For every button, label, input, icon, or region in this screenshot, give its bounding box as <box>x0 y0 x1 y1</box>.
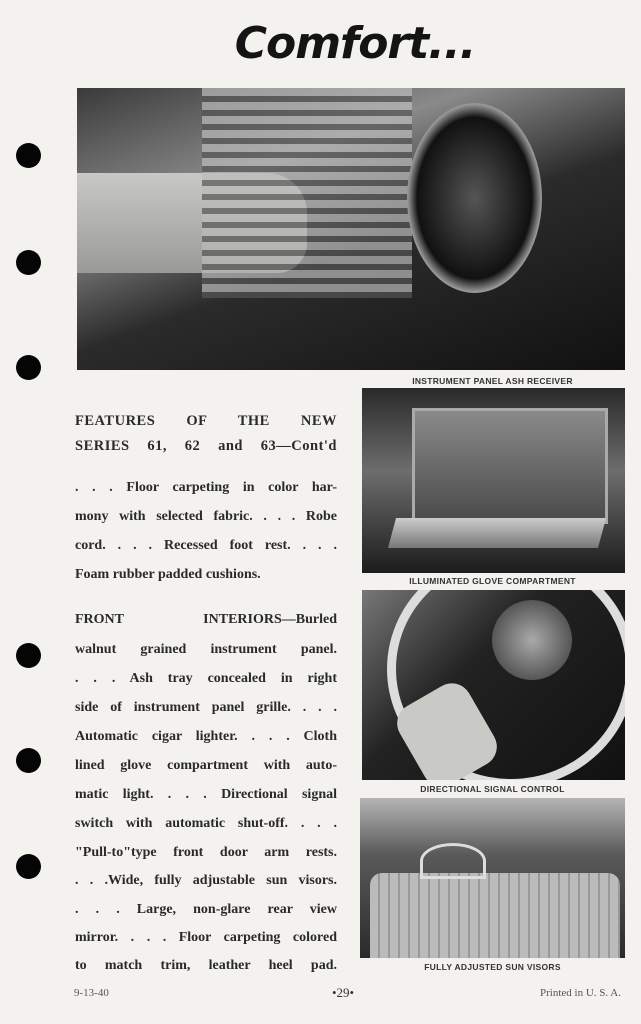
caption: ILLUMINATED GLOVE COMPARTMENT <box>409 576 576 586</box>
body-line: mony with selected fabric. . . . Robe <box>75 509 337 524</box>
sun-visors-photo <box>360 798 625 958</box>
binder-hole <box>16 643 41 668</box>
heading-line: SERIES 61, 62 and 63—Cont'd <box>75 438 337 454</box>
body-line: matic light. . . . Directional signal <box>75 787 337 802</box>
binder-hole <box>16 748 41 773</box>
body-line: . . . Ash tray concealed in right <box>75 671 337 686</box>
body-line: switch with automatic shut-off. . . . <box>75 816 337 831</box>
body-line: cord. . . . Recessed foot rest. . . . <box>75 538 337 553</box>
body-line: side of instrument panel grille. . . . <box>75 700 337 715</box>
caption: FULLY ADJUSTED SUN VISORS <box>424 962 561 972</box>
binder-hole <box>16 250 41 275</box>
page-title: Comfort... <box>234 18 476 69</box>
caption: INSTRUMENT PANEL ASH RECEIVER <box>412 376 573 386</box>
body-line: mirror. . . . Floor carpeting colored <box>75 930 337 945</box>
dashboard-clock-photo <box>77 88 625 370</box>
body-line: "Pull-to"type front door arm rests. <box>75 845 337 860</box>
body-line: . . .Wide, fully adjustable sun visors. <box>75 873 337 888</box>
glove-compartment-photo <box>362 388 625 573</box>
body-line: Automatic cigar lighter. . . . Cloth <box>75 729 337 744</box>
binder-hole <box>16 355 41 380</box>
body-line: . . . Large, non-glare rear view <box>75 902 337 917</box>
body-line: walnut grained instrument panel. <box>75 642 337 657</box>
body-line: Foam rubber padded cushions. <box>75 567 261 582</box>
body-line: to match trim, leather heel pad. <box>75 958 337 973</box>
binder-hole <box>16 143 41 168</box>
footer-date: 9-13-40 <box>74 987 109 999</box>
body-line: . . . Floor carpeting in color har- <box>75 480 337 495</box>
footer-printed: Printed in U. S. A. <box>540 987 621 999</box>
binder-hole <box>16 854 41 879</box>
body-line: lined glove compartment with auto- <box>75 758 337 773</box>
body-line: FRONT INTERIORS—Burled <box>75 612 337 627</box>
page-number: •29• <box>332 985 355 1000</box>
caption: DIRECTIONAL SIGNAL CONTROL <box>420 784 565 794</box>
steering-wheel-photo <box>362 590 625 780</box>
heading-line: FEATURES OF THE NEW <box>75 413 337 429</box>
